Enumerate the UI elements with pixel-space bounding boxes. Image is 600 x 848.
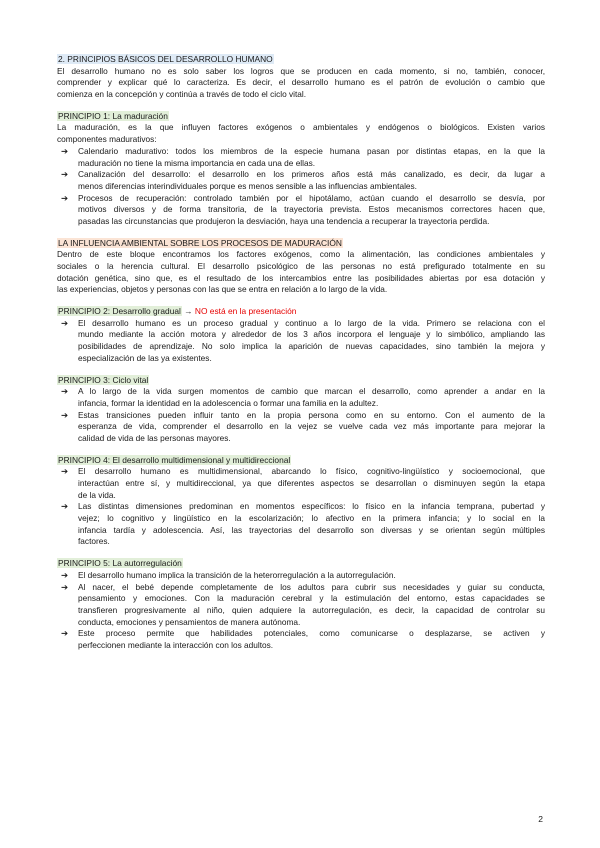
bullet-line: maduración no tiene la misma importancia en cada una de ellas. [78,157,316,168]
arrow-bullet-icon: ➔ [61,569,69,580]
bullet-line: factores. [78,536,110,547]
bullet-line: El desarrollo humano es multidimensional, abarcando lo físico, cognitivo-lingüístico y socioemocional, que [78,466,545,477]
bullet-line: conducta, emociones y pensamientos de manera autónoma. [78,616,301,627]
bullet-item [57,193,545,228]
section-heading [57,306,545,318]
bullet-item [57,169,545,192]
paragraph-line: comienza en la concepción y continúa a través de todo el ciclo vital. [57,89,307,100]
bullet-line: menos diferencias interindividuales porque es menos sensible a las influencias ambientales. [78,180,417,191]
bullet-line: de la vida. [78,489,116,500]
arrow-bullet-icon: ➔ [61,628,69,639]
bullet-line: calidad de vida de las personas mayores. [78,432,231,443]
bullet-line: especialización de las ya existentes. [78,352,212,363]
section-heading [57,54,545,66]
bullet-line: Al nacer, el bebé depende completamente de los adultos para cubrir sus necesidades y guiar su conducta, [78,581,545,592]
bullet-item [57,410,545,445]
bullet-item [57,318,545,365]
arrow-bullet-icon: ➔ [61,317,69,328]
paragraph-line: las experiencias, objetos y personas con las que se entra en relación a lo largo de la vida. [57,284,388,295]
heading-text: PRINCIPIO 2: Desarrollo gradual [58,306,181,317]
arrow-bullet-icon: ➔ [61,169,69,180]
bullet-line: Este proceso permite que habilidades potenciales, como comunicarse o desplazarse, se activen y [78,628,545,639]
bullet-line: infancia tardía y adolescencia. Así, las trayectorias del desarrollo son diversas y se orientan según múltiples [78,524,545,535]
page-number: 2 [538,814,543,824]
bullet-line: mundo mediante la acción motora y alrededor de los 3 años incorpora el lenguaje y lo simbólico, ampliando las [78,329,545,340]
arrow-bullet-icon: ➔ [61,466,69,477]
heading-arrow-icon: → [181,306,195,317]
section-heading [57,375,545,387]
arrow-bullet-icon: ➔ [61,409,69,420]
paragraph-line: dotación genética, sino que, es el resultado de los intercambios entre las posibilidades abiertas por esa dotación y [57,272,545,283]
bullet-line: Estas transiciones pueden influir tanto en la propia persona como en su entorno. Con el aumento de la [78,409,545,420]
arrow-bullet-icon: ➔ [61,581,69,592]
bullet-line: esperanza de vida, comprender el desarrollo en la vejez se vuelve cada vez más importante para mejorar la [78,421,545,432]
paragraph-line: La maduración, es la que influyen factores exógenos o ambientales y endógenos o biológicos. Existen varios [57,122,545,133]
bullet-item [57,466,545,501]
heading-note: NO está en la presentación [194,306,297,317]
bullet-line: infancia, formar la identidad en la adolescencia o formar una familia en la adultez. [78,397,379,408]
bullet-item [57,386,545,409]
bullet-line: motivos diversos y de forma transitoria, de la trayectoria prevista. Estos mecanismos correctores hacen que, [78,204,545,215]
bullet-line: transfieren progresivamente al niño, quien adquiere la autorregulación, es decir, la capacidad de controlar su [78,604,545,615]
section-heading [57,558,545,570]
paragraph-line: sociales o la herencia cultural. El desarrollo psicológico de las personas no está prefigurado totalmente en su [57,261,545,271]
bullet-item [57,628,545,651]
bullet-line: posibilidades de aprendizaje. No solo implica la aparición de nuevas capacidades, sino también la mejora y [78,341,545,352]
arrow-bullet-icon: ➔ [61,192,69,203]
heading-text: PRINCIPIO 5: La autorregulación [58,558,182,569]
bullet-item [57,501,545,548]
arrow-bullet-icon: ➔ [61,386,69,397]
bullet-item [57,146,545,169]
arrow-bullet-icon: ➔ [61,145,69,156]
section-heading [57,111,545,123]
bullet-line: Procesos de recuperación: controlado también por el hipotálamo, actúan cuando el desarrollo se desvía, por [78,192,545,203]
paragraph-line: componentes madurativos: [57,134,157,145]
arrow-bullet-icon: ➔ [61,501,69,512]
paragraph-line: Dentro de este bloque encontramos los factores exógenos, como la alimentación, las condiciones ambientales y [57,249,545,260]
bullet-line: interactúan entre sí, y multidireccional, ya que diferentes aspectos se desarrollan o disminuyen según la etapa [78,478,545,488]
heading-text: 2. PRINCIPIOS BÁSICOS DEL DESARROLLO HUMANO [58,54,273,64]
heading-text: PRINCIPIO 1: La maduración [58,110,168,121]
bullet-line: Calendario madurativo: todos los miembros de la especie humana pasan por distintas etapas, en la que la [78,145,545,156]
document-page [57,54,545,652]
bullet-line: vejez; lo cognitivo y lingüístico en la escolarización; lo afectivo en la primera infancia; y lo social en la [78,513,545,524]
heading-text: PRINCIPIO 4: El desarrollo multidimensional y multidireccional [58,454,291,465]
bullet-line: Las distintas dimensiones predominan en momentos específicos: lo físico en la infancia temprana, pubertad y [78,501,545,512]
paragraph-line: comprender y explicar qué lo caracteriza. Es decir, el desarrollo humano es el patrón de evolución o cambio que [57,77,545,88]
bullet-item [57,582,545,629]
paragraph-line: El desarrollo humano no es solo saber los logros que se producen en cada momento, si no, también, conocer, [57,65,545,76]
heading-text: PRINCIPIO 3: Ciclo vital [58,374,149,385]
bullet-line: perfeccionen mediante la interacción con los adultos. [78,639,274,650]
section-heading [57,238,545,250]
bullet-line: pensamiento y emociones. Con la maduración cerebral y la estimulación del entorno, estas capacidades se [78,593,545,604]
bullet-line: El desarrollo humano es un proceso gradual y continuo a lo largo de la vida. Primero se relaciona con el [78,317,545,328]
bullet-line: Canalización del desarrollo: el desarrollo en los primeros años está más canalizado, es decir, da lugar a [78,169,545,180]
bullet-line: El desarrollo humano implica la transición de la heterorregulación a la autorregulación. [78,569,396,580]
bullet-line: pasadas las circunstancias que produjeron la desviación, haya una tendencia a recuperar la trayectoria perdida. [78,215,490,226]
bullet-item [57,570,545,582]
bullet-line: A lo largo de la vida surgen momentos de cambio que marcan el desarrollo, como aprender a andar en la [78,386,545,397]
heading-text: LA INFLUENCIA AMBIENTAL SOBRE LOS PROCESOS DE MADURACIÓN [58,237,342,248]
section-heading [57,455,545,467]
